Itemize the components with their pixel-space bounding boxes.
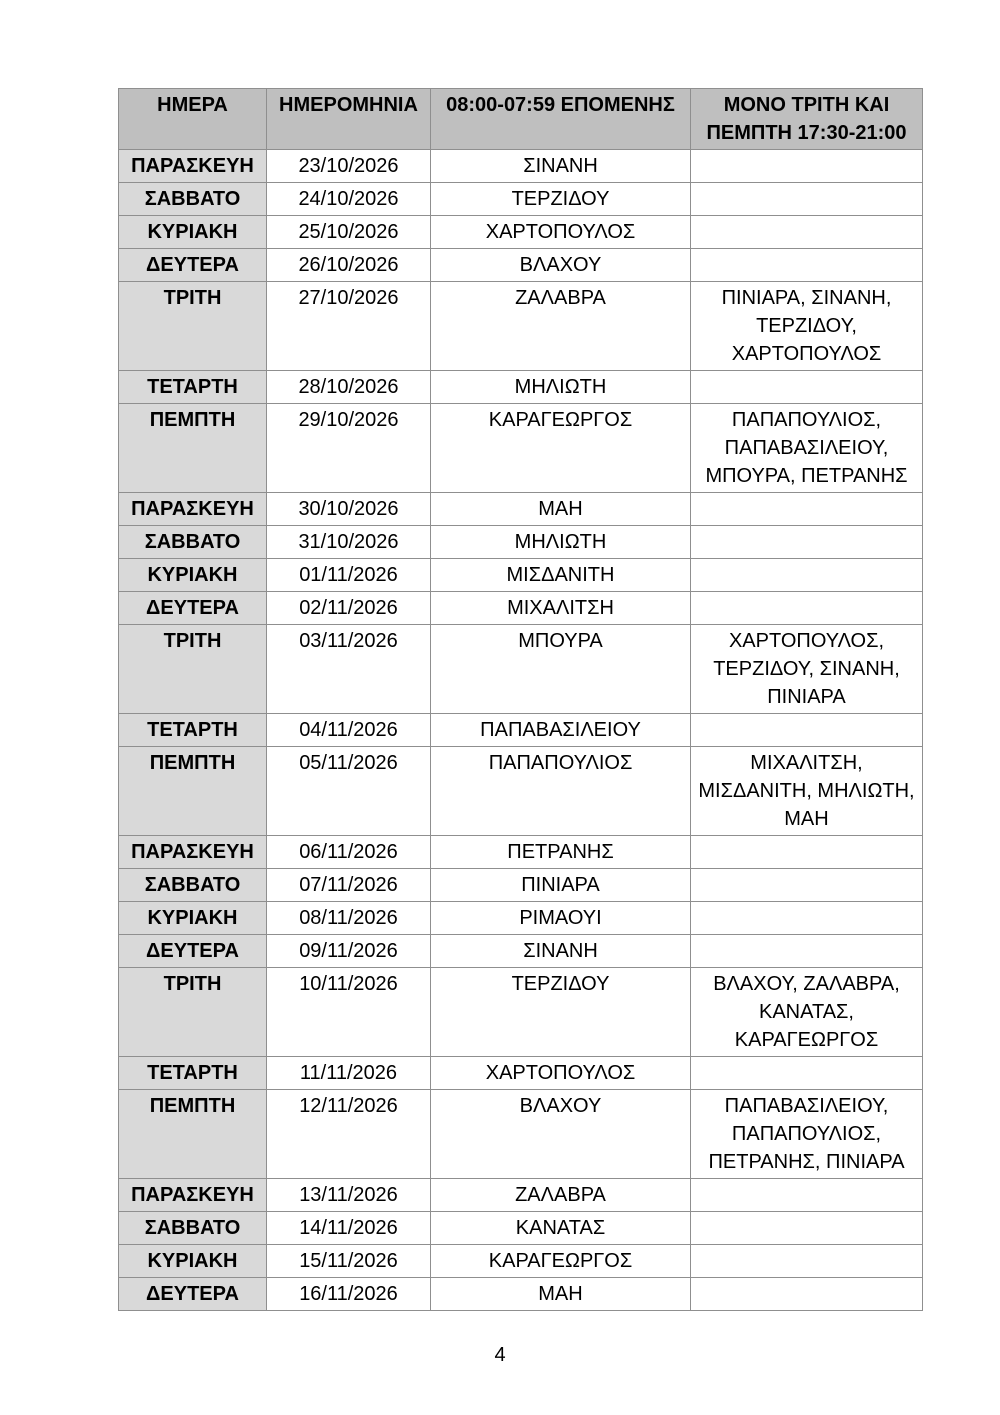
evening-duty-cell (691, 836, 923, 869)
evening-duty-cell: ΠΑΠΑΠΟΥΛΙΟΣ, ΠΑΠΑΒΑΣΙΛΕΙΟΥ, ΜΠΟΥΡΑ, ΠΕΤΡΑΝΗΣ (691, 404, 923, 493)
day-cell: ΤΡΙΤΗ (119, 625, 267, 714)
day-cell: ΠΑΡΑΣΚΕΥΗ (119, 1179, 267, 1212)
table-row (119, 1179, 923, 1212)
evening-duty-cell (691, 902, 923, 935)
evening-duty-cell (691, 1245, 923, 1278)
day-cell: ΤΕΤΑΡΤΗ (119, 1057, 267, 1090)
table-row (119, 1245, 923, 1278)
evening-duty-cell (691, 1278, 923, 1311)
date-cell: 01/11/2026 (267, 559, 431, 592)
evening-duty-cell (691, 216, 923, 249)
day-cell: ΣΑΒΒΑΤΟ (119, 183, 267, 216)
evening-duty-cell (691, 371, 923, 404)
date-cell: 31/10/2026 (267, 526, 431, 559)
on-call-cell: ΚΑΝΑΤΑΣ (431, 1212, 691, 1245)
day-cell: ΤΡΙΤΗ (119, 968, 267, 1057)
day-cell: ΠΕΜΠΤΗ (119, 747, 267, 836)
day-cell: ΤΕΤΑΡΤΗ (119, 371, 267, 404)
on-call-cell: ΜΙΧΑΛΙΤΣΗ (431, 592, 691, 625)
date-cell: 09/11/2026 (267, 935, 431, 968)
table-row (119, 714, 923, 747)
day-cell: ΤΡΙΤΗ (119, 282, 267, 371)
on-call-cell: ΡΙΜΑΟΥΙ (431, 902, 691, 935)
date-cell: 07/11/2026 (267, 869, 431, 902)
page-number: 4 (494, 1344, 506, 1366)
on-call-cell: ΧΑΡΤΟΠΟΥΛΟΣ (431, 1057, 691, 1090)
on-call-cell: ΜΙΣΔΑΝΙΤΗ (431, 559, 691, 592)
on-call-cell: ΜΗΛΙΩΤΗ (431, 526, 691, 559)
day-cell: ΚΥΡΙΑΚΗ (119, 559, 267, 592)
on-call-cell: ΠΑΠΑΠΟΥΛΙΟΣ (431, 747, 691, 836)
day-cell: ΔΕΥΤΕΡΑ (119, 592, 267, 625)
evening-duty-cell (691, 559, 923, 592)
date-cell: 05/11/2026 (267, 747, 431, 836)
table-row (119, 249, 923, 282)
on-call-cell: ΜΑΗ (431, 1278, 691, 1311)
evening-duty-cell (691, 150, 923, 183)
date-cell: 12/11/2026 (267, 1090, 431, 1179)
on-call-cell: ΠΑΠΑΒΑΣΙΛΕΙΟΥ (431, 714, 691, 747)
evening-duty-cell (691, 1212, 923, 1245)
date-cell: 27/10/2026 (267, 282, 431, 371)
header-row (119, 89, 923, 150)
day-cell: ΠΑΡΑΣΚΕΥΗ (119, 150, 267, 183)
evening-duty-cell: ΠΙΝΙΑΡΑ, ΣΙΝΑΝΗ, ΤΕΡΖΙΔΟΥ, ΧΑΡΤΟΠΟΥΛΟΣ (691, 282, 923, 371)
day-cell: ΠΑΡΑΣΚΕΥΗ (119, 836, 267, 869)
on-call-cell: ΣΙΝΑΝΗ (431, 935, 691, 968)
table-row (119, 902, 923, 935)
date-cell: 13/11/2026 (267, 1179, 431, 1212)
evening-duty-cell (691, 526, 923, 559)
on-call-cell: ΒΛΑΧΟΥ (431, 249, 691, 282)
table-row (119, 968, 923, 1057)
on-call-cell: ΤΕΡΖΙΔΟΥ (431, 183, 691, 216)
table-row (119, 216, 923, 249)
day-cell: ΚΥΡΙΑΚΗ (119, 902, 267, 935)
date-cell: 03/11/2026 (267, 625, 431, 714)
date-cell: 28/10/2026 (267, 371, 431, 404)
on-call-cell: ΚΑΡΑΓΕΩΡΓΟΣ (431, 404, 691, 493)
table-row (119, 526, 923, 559)
date-cell: 23/10/2026 (267, 150, 431, 183)
on-call-cell: ΖΑΛΑΒΡΑ (431, 282, 691, 371)
evening-duty-cell (691, 1057, 923, 1090)
table-row (119, 150, 923, 183)
evening-duty-cell (691, 935, 923, 968)
evening-duty-cell (691, 493, 923, 526)
on-call-cell: ΜΗΛΙΩΤΗ (431, 371, 691, 404)
on-call-cell: ΜΑΗ (431, 493, 691, 526)
schedule-table-body (119, 150, 923, 1311)
table-row (119, 1057, 923, 1090)
date-cell: 04/11/2026 (267, 714, 431, 747)
table-row (119, 869, 923, 902)
day-cell: ΔΕΥΤΕΡΑ (119, 1278, 267, 1311)
on-call-cell: ΜΠΟΥΡΑ (431, 625, 691, 714)
header-date: ΗΜΕΡΟΜΗΝΙΑ (267, 89, 431, 150)
evening-duty-cell (691, 183, 923, 216)
table-header (119, 89, 923, 150)
header-shift-hours: 08:00-07:59 ΕΠΟΜΕΝΗΣ (431, 89, 691, 150)
evening-duty-cell: ΜΙΧΑΛΙΤΣΗ, ΜΙΣΔΑΝΙΤΗ, ΜΗΛΙΩΤΗ, ΜΑΗ (691, 747, 923, 836)
date-cell: 16/11/2026 (267, 1278, 431, 1311)
table-row (119, 836, 923, 869)
on-call-cell: ΒΛΑΧΟΥ (431, 1090, 691, 1179)
day-cell: ΠΕΜΠΤΗ (119, 1090, 267, 1179)
table-row (119, 559, 923, 592)
table-row (119, 282, 923, 371)
date-cell: 25/10/2026 (267, 216, 431, 249)
evening-duty-cell (691, 249, 923, 282)
on-call-cell: ΧΑΡΤΟΠΟΥΛΟΣ (431, 216, 691, 249)
day-cell: ΚΥΡΙΑΚΗ (119, 216, 267, 249)
evening-duty-cell (691, 714, 923, 747)
day-cell: ΠΑΡΑΣΚΕΥΗ (119, 493, 267, 526)
table-row (119, 1278, 923, 1311)
table-row (119, 493, 923, 526)
date-cell: 06/11/2026 (267, 836, 431, 869)
day-cell: ΚΥΡΙΑΚΗ (119, 1245, 267, 1278)
day-cell: ΔΕΥΤΕΡΑ (119, 249, 267, 282)
evening-duty-cell: ΧΑΡΤΟΠΟΥΛΟΣ, ΤΕΡΖΙΔΟΥ, ΣΙΝΑΝΗ, ΠΙΝΙΑΡΑ (691, 625, 923, 714)
on-call-cell: ΤΕΡΖΙΔΟΥ (431, 968, 691, 1057)
date-cell: 08/11/2026 (267, 902, 431, 935)
day-cell: ΣΑΒΒΑΤΟ (119, 1212, 267, 1245)
header-day: ΗΜΕΡΑ (119, 89, 267, 150)
evening-duty-cell: ΒΛΑΧΟΥ, ΖΑΛΑΒΡΑ, ΚΑΝΑΤΑΣ, ΚΑΡΑΓΕΩΡΓΟΣ (691, 968, 923, 1057)
table-row (119, 1090, 923, 1179)
duty-schedule-table (118, 88, 923, 1311)
header-tue-thu-evening: ΜΟΝΟ ΤΡΙΤΗ ΚΑΙ ΠΕΜΠΤΗ 17:30-21:00 (691, 89, 923, 150)
table-row (119, 183, 923, 216)
table-row (119, 935, 923, 968)
on-call-cell: ΣΙΝΑΝΗ (431, 150, 691, 183)
table-row (119, 1212, 923, 1245)
day-cell: ΣΑΒΒΑΤΟ (119, 869, 267, 902)
evening-duty-cell: ΠΑΠΑΒΑΣΙΛΕΙΟΥ, ΠΑΠΑΠΟΥΛΙΟΣ, ΠΕΤΡΑΝΗΣ, ΠΙΝΙΑΡΑ (691, 1090, 923, 1179)
day-cell: ΤΕΤΑΡΤΗ (119, 714, 267, 747)
on-call-cell: ΠΙΝΙΑΡΑ (431, 869, 691, 902)
table-row (119, 371, 923, 404)
date-cell: 24/10/2026 (267, 183, 431, 216)
day-cell: ΠΕΜΠΤΗ (119, 404, 267, 493)
date-cell: 10/11/2026 (267, 968, 431, 1057)
date-cell: 30/10/2026 (267, 493, 431, 526)
day-cell: ΔΕΥΤΕΡΑ (119, 935, 267, 968)
date-cell: 02/11/2026 (267, 592, 431, 625)
table-row (119, 625, 923, 714)
on-call-cell: ΖΑΛΑΒΡΑ (431, 1179, 691, 1212)
on-call-cell: ΠΕΤΡΑΝΗΣ (431, 836, 691, 869)
date-cell: 26/10/2026 (267, 249, 431, 282)
date-cell: 14/11/2026 (267, 1212, 431, 1245)
date-cell: 15/11/2026 (267, 1245, 431, 1278)
date-cell: 11/11/2026 (267, 1057, 431, 1090)
table-row (119, 747, 923, 836)
day-cell: ΣΑΒΒΑΤΟ (119, 526, 267, 559)
table-row (119, 404, 923, 493)
evening-duty-cell (691, 592, 923, 625)
evening-duty-cell (691, 1179, 923, 1212)
evening-duty-cell (691, 869, 923, 902)
table-row (119, 592, 923, 625)
date-cell: 29/10/2026 (267, 404, 431, 493)
on-call-cell: ΚΑΡΑΓΕΩΡΓΟΣ (431, 1245, 691, 1278)
